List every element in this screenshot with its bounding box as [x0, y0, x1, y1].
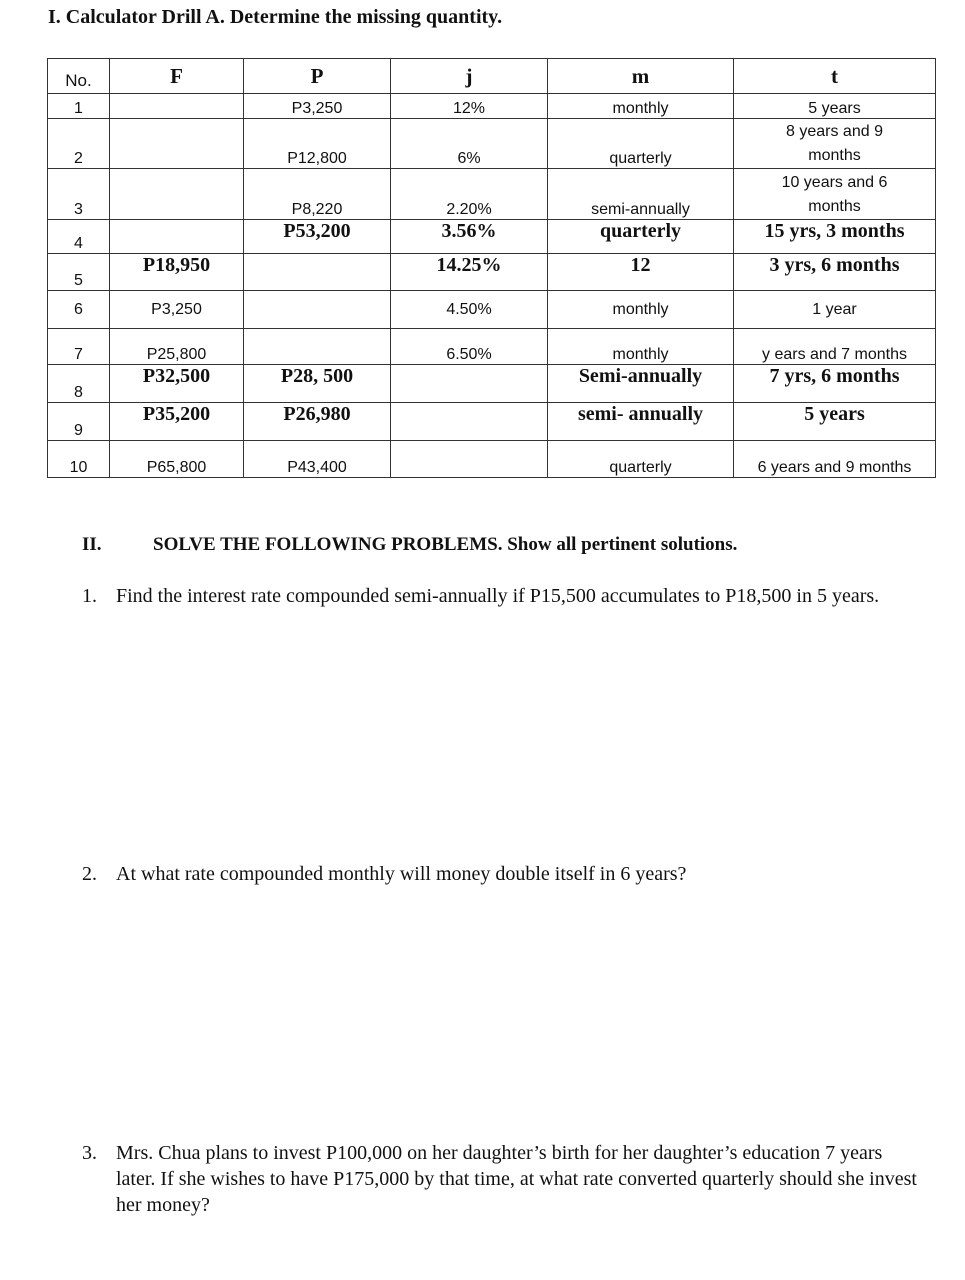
table-row [48, 291, 936, 329]
problem-3 [82, 1140, 922, 1218]
table-header-row [48, 59, 936, 94]
cell-p: P8,220 [244, 169, 391, 220]
cell-m: monthly [548, 329, 734, 365]
table-row [48, 94, 936, 119]
header-j: j [391, 59, 548, 94]
cell-m: quarterly [548, 220, 734, 254]
cell-f: P18,950 [110, 254, 244, 291]
cell-t: 5 years [734, 94, 936, 119]
cell-f: P32,500 [110, 365, 244, 403]
cell-t: 15 yrs, 3 months [734, 220, 936, 254]
cell-p: P28, 500 [244, 365, 391, 403]
cell-p [244, 254, 391, 291]
problem-number: 3. [82, 1142, 97, 1164]
cell-f [110, 119, 244, 169]
cell-no: 8 [48, 365, 110, 403]
cell-m: quarterly [548, 119, 734, 169]
cell-j: 6.50% [391, 329, 548, 365]
cell-j: 6% [391, 119, 548, 169]
problem-1 [82, 583, 922, 609]
problem-2 [82, 861, 922, 887]
page-title: I. Calculator Drill A. Determine the missing quantity. [48, 6, 503, 28]
header-p: P [244, 59, 391, 94]
drill-table [47, 58, 936, 478]
cell-t: 6 years and 9 months [734, 441, 936, 478]
cell-p [244, 329, 391, 365]
cell-no: 10 [48, 441, 110, 478]
header-m: m [548, 59, 734, 94]
cell-j: 12% [391, 94, 548, 119]
cell-f: P3,250 [110, 291, 244, 329]
table-row [48, 220, 936, 254]
cell-no: 5 [48, 254, 110, 291]
cell-no: 3 [48, 169, 110, 220]
table-row [48, 441, 936, 478]
cell-j [391, 441, 548, 478]
cell-m: semi- annually [548, 403, 734, 441]
header-t: t [734, 59, 936, 94]
cell-t: 10 years and 6 months [734, 169, 936, 220]
cell-p [244, 291, 391, 329]
cell-j [391, 365, 548, 403]
problem-text: Find the interest rate compounded semi-annually if P15,500 accumulates to P18,500 in 5 years. [116, 585, 880, 607]
section-two-heading [82, 534, 737, 556]
cell-f: P35,200 [110, 403, 244, 441]
cell-j: 2.20% [391, 169, 548, 220]
cell-f [110, 169, 244, 220]
cell-f: P25,800 [110, 329, 244, 365]
cell-no: 9 [48, 403, 110, 441]
cell-no: 1 [48, 94, 110, 119]
cell-t: 3 yrs, 6 months [734, 254, 936, 291]
cell-t: y ears and 7 months [734, 329, 936, 365]
cell-f [110, 94, 244, 119]
table-row [48, 403, 936, 441]
table-row [48, 119, 936, 169]
section-number: II. [82, 534, 102, 555]
cell-j: 14.25% [391, 254, 548, 291]
header-no: No. [48, 59, 110, 94]
cell-m: monthly [548, 291, 734, 329]
cell-j: 4.50% [391, 291, 548, 329]
cell-p: P12,800 [244, 119, 391, 169]
cell-m: semi-annually [548, 169, 734, 220]
cell-t: 5 years [734, 403, 936, 441]
cell-t: 1 year [734, 291, 936, 329]
problem-number: 2. [82, 863, 97, 885]
cell-no: 6 [48, 291, 110, 329]
cell-f [110, 220, 244, 254]
cell-f: P65,800 [110, 441, 244, 478]
table-row [48, 365, 936, 403]
section-heading-text: SOLVE THE FOLLOWING PROBLEMS. Show all pertinent solutions. [153, 534, 738, 555]
cell-t: 7 yrs, 6 months [734, 365, 936, 403]
cell-no: 7 [48, 329, 110, 365]
cell-m: Semi-annually [548, 365, 734, 403]
problem-text: At what rate compounded monthly will money double itself in 6 years? [116, 863, 687, 885]
cell-m: 12 [548, 254, 734, 291]
header-f: F [110, 59, 244, 94]
problem-number: 1. [82, 585, 97, 607]
cell-no: 2 [48, 119, 110, 169]
cell-p: P3,250 [244, 94, 391, 119]
cell-p: P26,980 [244, 403, 391, 441]
table-row [48, 169, 936, 220]
cell-no: 4 [48, 220, 110, 254]
cell-m: quarterly [548, 441, 734, 478]
cell-p: P43,400 [244, 441, 391, 478]
table-row [48, 254, 936, 291]
cell-t: 8 years and 9 months [734, 119, 936, 169]
cell-j [391, 403, 548, 441]
problem-text: Mrs. Chua plans to invest P100,000 on her daughter’s birth for her daughter’s education 7 years later. If she wishes to have P175,000 by that time, at what rate converted quarterly should she invest her money? [116, 1142, 917, 1216]
table-row [48, 329, 936, 365]
cell-m: monthly [548, 94, 734, 119]
cell-p: P53,200 [244, 220, 391, 254]
cell-j: 3.56% [391, 220, 548, 254]
